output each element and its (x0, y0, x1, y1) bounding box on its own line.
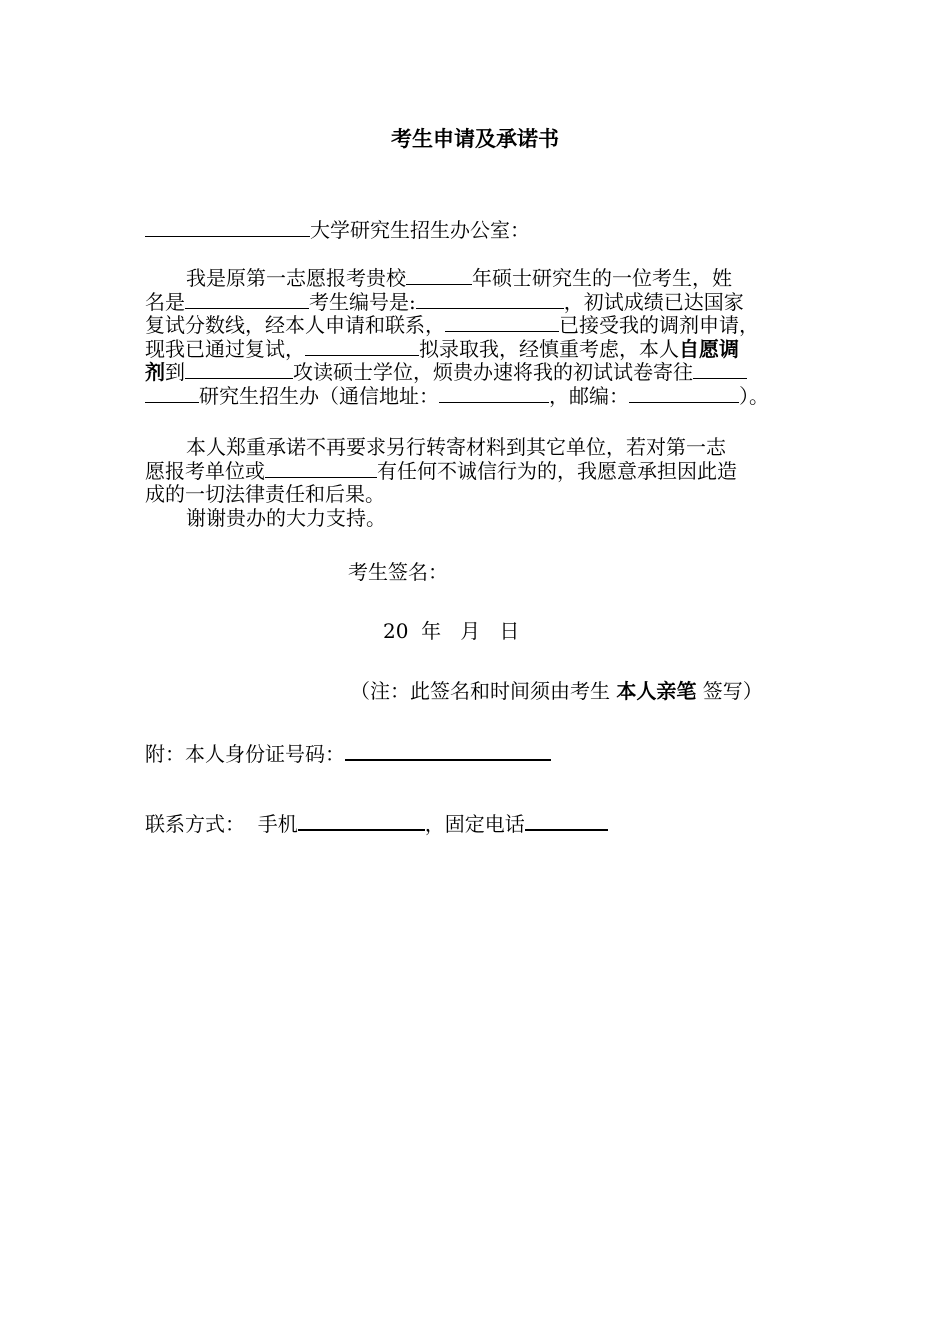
para1-line-3: 复试分数线，经本人申请和联系， 已接受我的调剂申请， (145, 313, 759, 337)
contact-label: 联系方式： (145, 812, 245, 836)
date-year-prefix: 20 (383, 619, 409, 643)
admitting-school-blank-2[interactable] (305, 338, 419, 356)
target-school-blank[interactable] (185, 361, 293, 379)
id-number-field[interactable] (345, 742, 551, 761)
landline-field[interactable] (525, 812, 608, 831)
para2-line-1: 本人郑重承诺不再要求另行转寄材料到其它单位，若对第一志 (186, 435, 726, 459)
id-number-line (145, 742, 815, 767)
mail-to-blank[interactable] (693, 361, 747, 379)
para1-line-1: 我是原第一志愿报考贵校 年硕士研究生的一位考生，姓 (186, 266, 732, 290)
landline-label: ，固定电话 (424, 812, 525, 836)
date-line (383, 620, 583, 644)
para1-line-2: 名是 考生编号是: ，初试成绩已达国家 (145, 289, 744, 314)
admitting-school-blank[interactable] (445, 314, 559, 332)
id-number-label: 附：本人身份证号码： (145, 742, 345, 766)
mobile-label: 手机 (257, 812, 298, 836)
note-emphasis: 本人亲笔 (616, 679, 697, 703)
address-blank[interactable] (439, 385, 549, 403)
first-choice-school-blank[interactable] (265, 460, 377, 478)
university-blank[interactable] (145, 219, 310, 237)
mobile-field[interactable] (298, 812, 425, 831)
mail-to-blank-cont[interactable] (145, 385, 199, 403)
para2-line-4: 谢谢贵办的大力支持。 (186, 505, 386, 530)
para1-line-4: 现我已通过复试， 拟录取我，经慎重考虑，本人自愿调 (145, 336, 739, 361)
commitment-paragraph (145, 436, 815, 530)
para2-line-2: 愿报考单位或 有任何不诚信行为的，我愿意承担因此造 (145, 458, 737, 483)
contact-line (145, 812, 815, 837)
para1-line-6: 研究生招生办（通信地址： ，邮编： ）。 (145, 385, 815, 409)
name-blank[interactable] (185, 291, 309, 309)
signature-label: 考生签名： (348, 560, 448, 584)
postcode-blank[interactable] (629, 385, 739, 403)
document-title: 考生申请及承诺书 (391, 127, 559, 151)
para1-line-5: 剂到 攻读硕士学位，烦贵办速将我的初试试卷寄往 (145, 361, 815, 385)
salutation-text: 大学研究生招生办公室： (310, 218, 530, 242)
salutation-line (145, 219, 815, 243)
para2-line-3: 成的一切法律责任和后果。 (145, 482, 385, 506)
application-paragraph (145, 267, 815, 408)
date-day-label: 日 (499, 619, 520, 643)
date-month-label: 月 (460, 619, 481, 643)
signature-line (348, 561, 648, 585)
exam-number-blank[interactable] (416, 291, 564, 309)
date-year-label: 年 (421, 619, 442, 643)
year-blank[interactable] (406, 267, 472, 285)
signature-note: （注：此签名和时间须由考生 本人亲笔 签写） (350, 679, 763, 703)
